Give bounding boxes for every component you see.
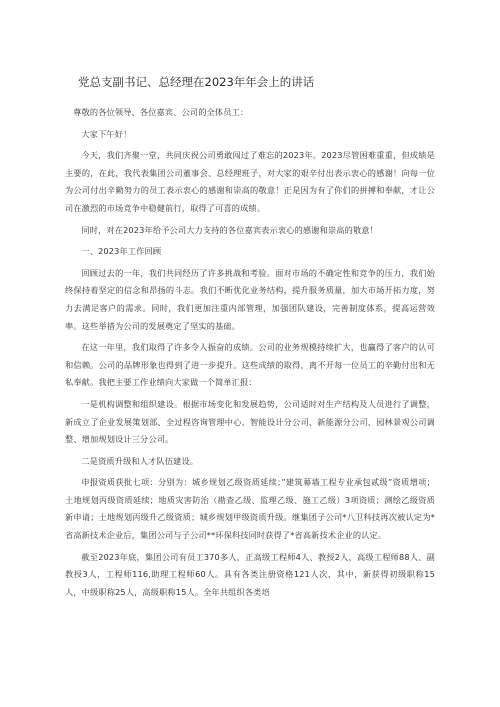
greeting-paragraph: 大家下午好！ xyxy=(81,128,132,139)
body-paragraph: 截至2023年底，集团公司有员工370多人，正高级工程师4人、教授2人，高级工程师88人、副教授3人，工程师116,助理工程师60人。具有各类注册资格121人次，其中，新获得初级职称15人，中级职称25人，高级职称15人。全年共组织各类培 xyxy=(65,551,435,597)
document-title: 党总支副书记、总经理在2023年年会上的讲话 xyxy=(78,75,315,89)
body-paragraph: 同时，对在2023年给予公司大力支持的各位嘉宾表示衷心的感谢和崇高的敬意！ xyxy=(81,224,378,235)
salutation-paragraph: 尊敬的各位领导、各位嘉宾、公司的全体员工： xyxy=(73,107,249,117)
document-body xyxy=(65,104,435,605)
body-paragraph: 今天，我们齐聚一堂，共同庆祝公司勇敢闯过了难忘的2023年。2023尽管困难重重，但成绩是主要的，在此，我代表集团公司董事会、总经理班子，对大家的艰辛付出表示衷心的感谢！向每一位为公司付出辛勤努力的员工表示衷心的感谢和崇高的敬意！正是因为有了你们的拼搏和奉献，才让公司在激烈的市场竞争中稳健前行，取得了可喜的成绩。 xyxy=(65,150,435,213)
section-heading: 一、2023年工作回顾 xyxy=(81,246,162,257)
body-paragraph: 回顾过去的一年，我们共同经历了许多挑战和考验。面对市场的不确定性和竞争的压力，我们始终保持着坚定的信念和昂扬的斗志。我们不断优化业务结构，提升服务质量，加大市场开拓力度，努力去满足客户的需求。同时，我们更加注重内部管理，加强团队建设，完善制度体系，提高运营效率。这些举措为公司的发展奠定了坚实的基础。 xyxy=(65,267,435,331)
body-paragraph: 一是机构调整和组织建设。根据市场变化和发展趋势，公司适时对生产结构及人员进行了调整，新成立了企业发展策划部、全过程咨询管理中心、智能设计分公司、新能源分公司、园林景观公司调整、增加规划设计三分公司。 xyxy=(65,398,435,445)
subsection-heading: 二是资质升级和人才队伍建设。 xyxy=(81,455,199,466)
body-paragraph: 申报资质获批七项：分别为：城乡规划乙级资质延续；”建筑幕墙工程专业承包贰级”资质增项；土地规划丙级资质延续；地质灾害防治（勘查乙级、监理乙级、施工乙级）3项资质；测绘乙级资质新申请；土地规划丙级升乙级资质；城乡规划甲级资质升级。继集团子公司*八卫科技再次被认定为*省高新技术企业后，集团公司与子公司**环保科技同时获得了*省高新技术企业的认定。 xyxy=(65,477,435,541)
body-paragraph: 在这一年里，我们取得了许多令人振奋的成绩。公司的业务规模持续扩大，也赢得了客户的认可和信赖。公司的品牌形象也得到了进一步提升。这些成绩的取得，离不开每一位员工的辛勤付出和无私奉献。我把主要工作业绩向大家做一个简单汇报： xyxy=(65,342,435,388)
